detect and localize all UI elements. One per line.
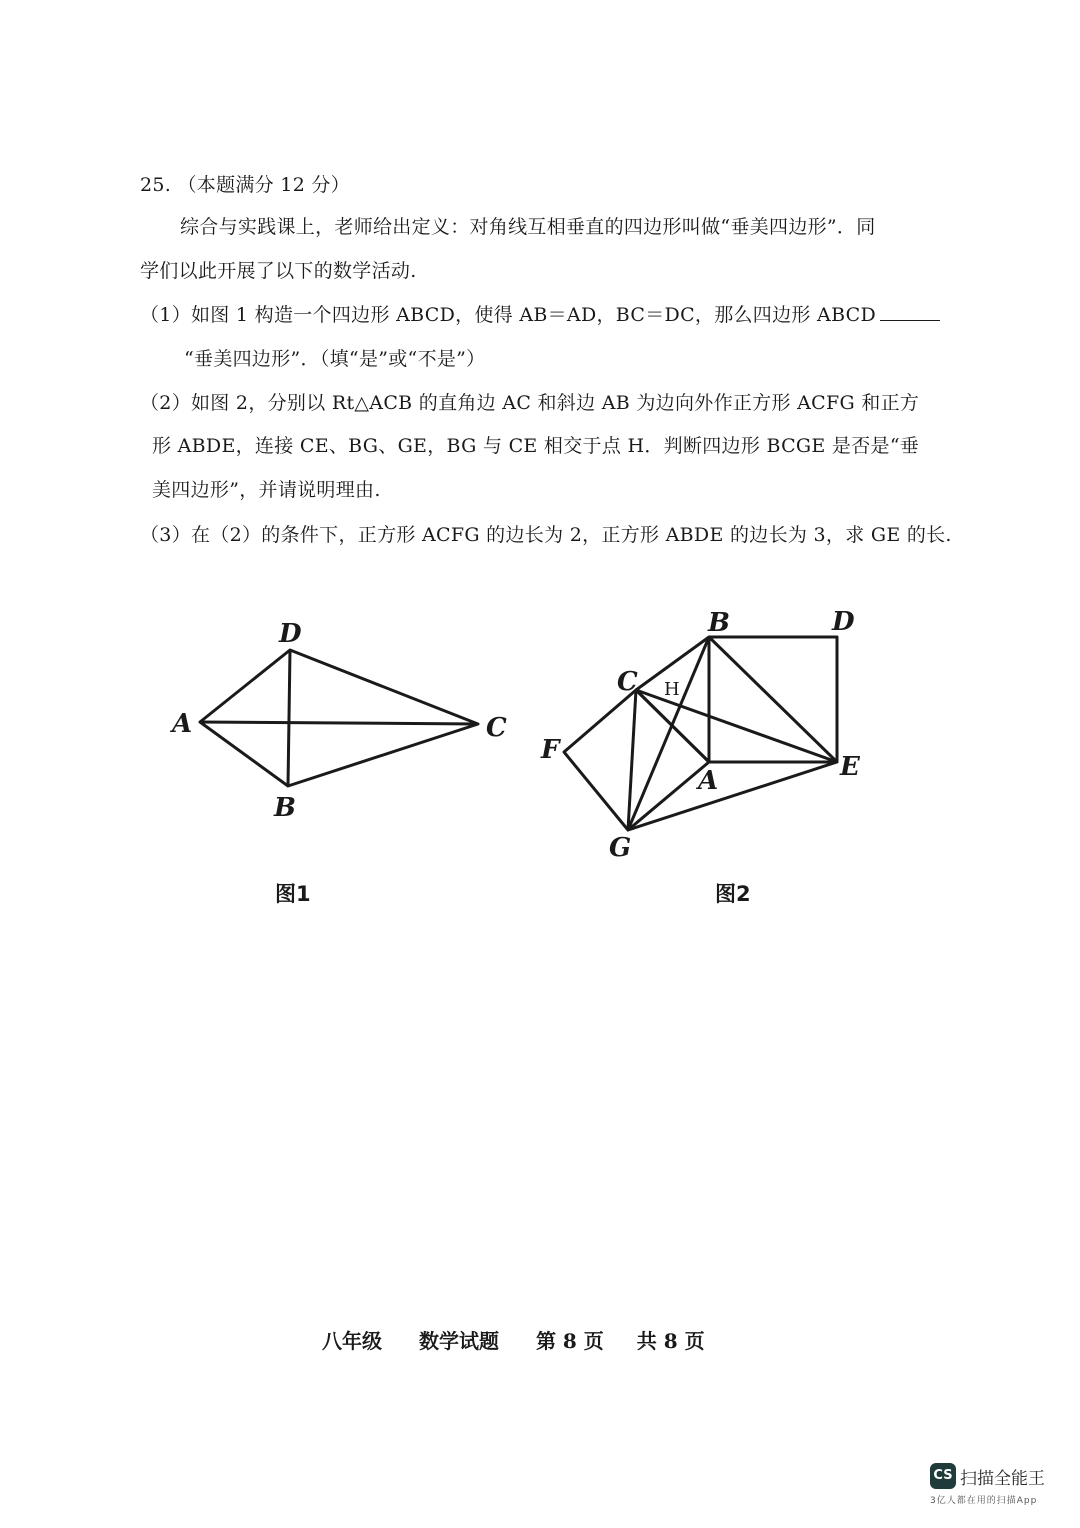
question-number: 25.	[140, 174, 172, 196]
fig2-segment-cg	[628, 690, 636, 830]
fig2-label-g: G	[609, 833, 632, 863]
fig2-label-h: H	[664, 679, 680, 700]
fig1-diagonal-bd	[288, 650, 290, 786]
fig1-label-c: C	[486, 713, 507, 743]
answer-blank	[880, 306, 940, 321]
scanner-tagline: 3亿人都在用的扫描App	[930, 1496, 1038, 1506]
part3-line-1: （3）在（2）的条件下，正方形 ACFG 的边长为 2，正方形 ABDE 的边长为 3，求 GE 的长.	[140, 524, 952, 546]
fig1-label-b: B	[274, 793, 296, 823]
part1-line-2: “垂美四边形”．（填“是”或“不是”）	[184, 348, 486, 370]
fig2-segment-be	[709, 637, 837, 762]
fig2-label-b: B	[708, 608, 730, 638]
fig2-label-e: E	[840, 752, 860, 782]
footer-subject: 数学试题	[418, 1329, 499, 1353]
question-header	[140, 170, 350, 197]
fig1-label-a: A	[172, 709, 193, 739]
fig1-diagonal-ac	[200, 722, 478, 724]
fig2-label-a: A	[698, 766, 719, 796]
fig2-label-f: F	[541, 735, 560, 765]
fig1-quadrilateral	[200, 650, 478, 786]
scanner-app-name: 扫描全能王	[960, 1468, 1045, 1489]
intro-line-1: 综合与实践课上，老师给出定义：对角线互相垂直的四边形叫做“垂美四边形”．同	[180, 216, 876, 238]
footer-total: 共 8 页	[636, 1329, 705, 1353]
scanner-watermark	[930, 1463, 1065, 1506]
part2-line-2: 形 ABDE，连接 CE、BG、GE，BG 与 CE 相交于点 H．判断四边形 BCGE 是否是“垂	[152, 435, 920, 457]
footer-grade: 八年级	[322, 1329, 382, 1353]
figure-2	[530, 600, 880, 865]
part1-line-1	[140, 300, 940, 327]
fig2-label-c: C	[617, 667, 638, 697]
page-footer	[322, 1325, 735, 1354]
part2-line-1: （2）如图 2，分别以 Rt△ACB 的直角边 AC 和斜边 AB 为边向外作正方形 ACFG 和正方	[140, 392, 920, 414]
figure-1-caption: 图1	[275, 882, 311, 906]
fig2-label-d: D	[832, 607, 855, 637]
part2-line-3: 美四边形”，并请说明理由.	[152, 479, 381, 501]
fig2-segment-ce	[636, 690, 837, 762]
figure-2-caption: 图2	[715, 882, 751, 906]
scanner-logo-icon: CS	[930, 1463, 956, 1489]
intro-line-2: 学们以此开展了以下的数学活动.	[140, 260, 417, 282]
question-score-note: （本题满分 12 分）	[177, 174, 351, 196]
footer-page: 第 8 页	[535, 1329, 604, 1353]
figure-1	[160, 600, 540, 840]
part1-text: （1）如图 1 构造一个四边形 ABCD，使得 AB＝AD，BC＝DC，那么四边形 ABCD	[140, 304, 877, 326]
fig2-segment-ge	[628, 762, 837, 830]
fig1-label-d: D	[279, 619, 302, 649]
